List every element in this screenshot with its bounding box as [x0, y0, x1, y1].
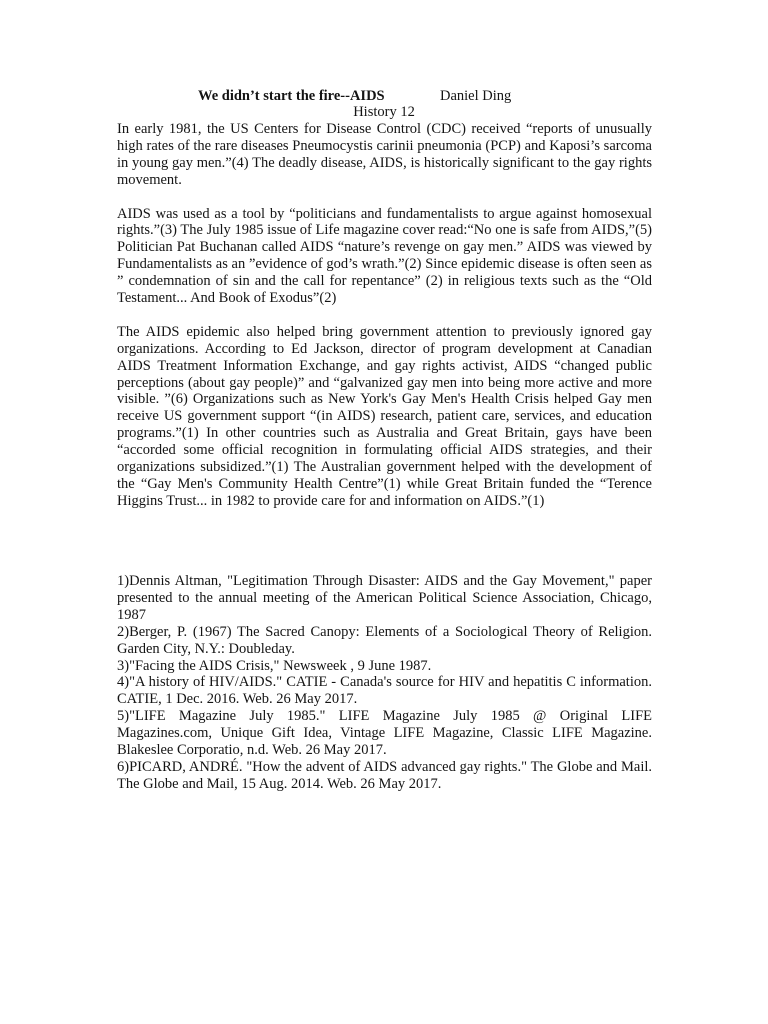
- reference-item: 2)Berger, P. (1967) The Sacred Canopy: Elements of a Sociological Theory of Religion. Garden City, N.Y.: Doubleday.: [117, 623, 652, 657]
- reference-item: 4)"A history of HIV/AIDS." CATIE - Canada's source for HIV and hepatitis C information. CATIE, 1 Dec. 2016. Web. 26 May 2017.: [117, 674, 652, 708]
- paragraph-3: The AIDS epidemic also helped bring government attention to previously ignored gay organizations. According to Ed Jackson, director of program development at Canadian AIDS Treatment Information Exchange, and gay rights activist, AIDS “changed public perceptions (about gay people)” and “galvanized gay men into being more active and more visible. ”(6) Organizations such as New York's Gay Men's Health Crisis helped Gay men receive US government support “(in AIDS) research, patient care, services, and education programs.”(1) In other countries such as Australia and Great Britain, gays have been “accorded some official recognition in formulating official AIDS strategies, and their organizations subsidized.”(1) The Australian government helped with the development of the “Gay Men's Community Health Centre”(1) while Great Britain funded the “Terence Higgins Trust... in 1982 to provide care for and information on AIDS.”(1): [117, 323, 652, 509]
- reference-item: 6)PICARD, ANDRÉ. "How the advent of AIDS advanced gay rights." The Globe and Mail. The Globe and Mail, 15 Aug. 2014. Web. 26 May 2017.: [117, 758, 652, 792]
- reference-item: 1)Dennis Altman, "Legitimation Through Disaster: AIDS and the Gay Movement," paper presented to the annual meeting of the American Political Science Association, Chicago, 1987: [117, 573, 652, 623]
- reference-item: 3)"Facing the AIDS Crisis," Newsweek , 9 June 1987.: [117, 657, 432, 674]
- header-line: [198, 88, 512, 105]
- page-title: We didn’t start the fire--AIDS: [198, 88, 385, 104]
- references-list: [117, 573, 652, 793]
- paragraph-2: AIDS was used as a tool by “politicians and fundamentalists to argue against homosexual rights.”(3) The July 1985 issue of Life magazine cover read:“No one is safe from AIDS,”(5) Politician Pat Buchanan called AIDS “nature’s revenge on gay men.” AIDS was viewed by Fundamentalists as an ”evidence of god’s wrath.”(2) Since epidemic disease is often seen as ” condemnation of sin and the call for repentance” (2) in religious texts such as the “Old Testament... And Book of Exodus”(2): [117, 205, 652, 307]
- paragraph-1: In early 1981, the US Centers for Disease Control (CDC) received “reports of unusually high rates of the rare diseases Pneumocystis carinii pneumonia (PCP) and Kaposi’s sarcoma in young gay men.”(4) The deadly disease, AIDS, is historically significant to the gay rights movement.: [117, 121, 652, 188]
- author-name: Daniel Ding: [440, 88, 512, 104]
- essay-body: [117, 121, 652, 510]
- reference-item: 5)"LIFE Magazine July 1985." LIFE Magazine July 1985 @ Original LIFE Magazines.com, Unique Gift Idea, Vintage LIFE Magazine, Classic LIFE Magazine. Blakeslee Corporatio, n.d. Web. 26 May 2017.: [117, 708, 652, 759]
- page-subtitle: History 12: [353, 104, 415, 120]
